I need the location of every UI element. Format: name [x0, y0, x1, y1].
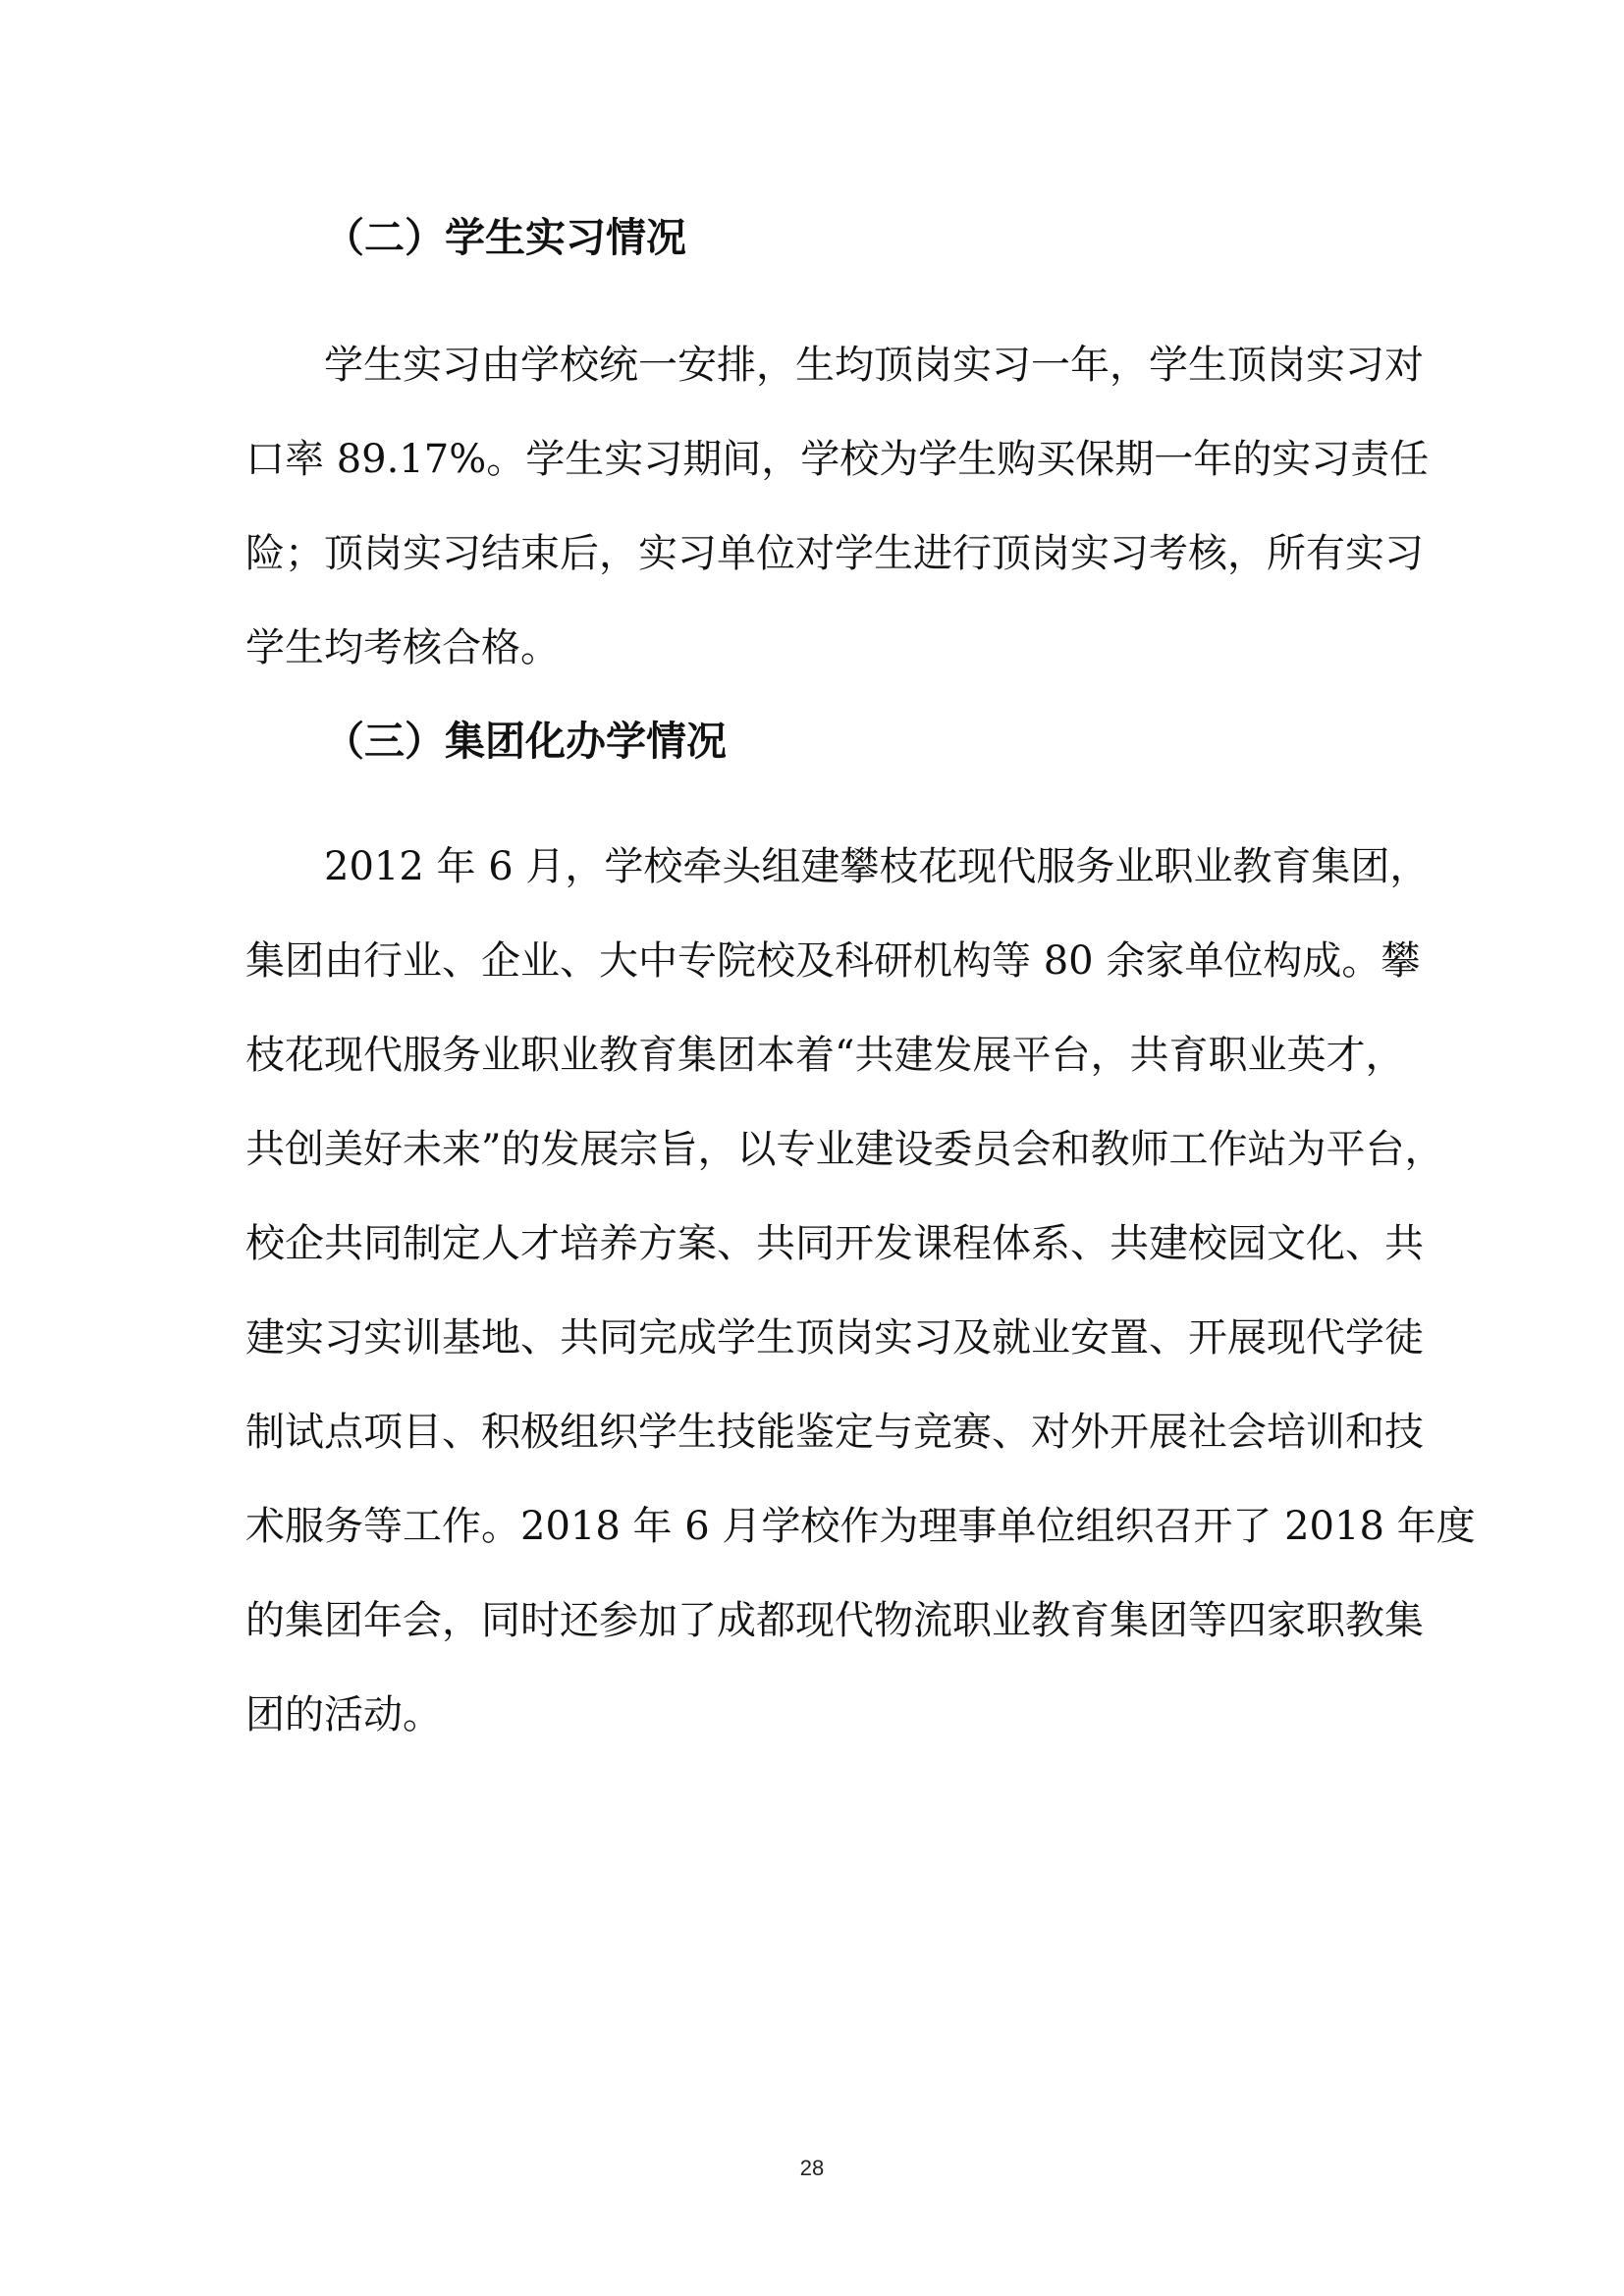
- paragraph-line: 共创美好未来”的发展宗旨，以专业建设委员会和教师工作站为平台，: [245, 1127, 1444, 1172]
- section-heading-group-education: （三）集团化办学情况: [324, 718, 727, 765]
- paragraph-line: 险；顶岗实习结束后，实习单位对学生进行顶岗实习考核，所有实习: [245, 531, 1424, 576]
- section-heading-student-internship: （二）学生实习情况: [324, 214, 686, 261]
- paragraph-line: 学生实习由学校统一安排，生均顶岗实习一年，学生顶岗实习对: [324, 343, 1424, 388]
- paragraph-line: 2012 年 6 月，学校牵头组建攀枝花现代服务业职业教育集团，: [324, 844, 1430, 889]
- paragraph-group-education: [245, 820, 1476, 1762]
- paragraph-line: 枝花现代服务业职业教育集团本着“共建发展平台，共育职业英才，: [245, 1033, 1405, 1078]
- paragraph-student-internship: [245, 318, 1430, 695]
- paragraph-line: 学生均考核合格。: [245, 625, 560, 670]
- paragraph-line: 的集团年会，同时还参加了成都现代物流职业教育集团等四家职教集: [245, 1598, 1424, 1643]
- paragraph-line: 集团由行业、企业、大中专院校及科研机构等 80 余家单位构成。攀: [245, 938, 1421, 984]
- paragraph-line: 校企共同制定人才培养方案、共同开发课程体系、共建校园文化、共: [245, 1221, 1424, 1266]
- page-number: 28: [799, 2156, 825, 2180]
- paragraph-line: 术服务等工作。2018 年 6 月学校作为理事单位组织召开了 2018 年度: [245, 1504, 1476, 1549]
- paragraph-line: 建实习实训基地、共同完成学生顶岗实习及就业安置、开展现代学徒: [245, 1315, 1424, 1361]
- paragraph-line: 团的活动。: [245, 1692, 442, 1737]
- paragraph-line: 口率 89.17%。学生实习期间，学校为学生购买保期一年的实习责任: [245, 437, 1430, 482]
- paragraph-line: 制试点项目、积极组织学生技能鉴定与竞赛、对外开展社会培训和技: [245, 1410, 1424, 1455]
